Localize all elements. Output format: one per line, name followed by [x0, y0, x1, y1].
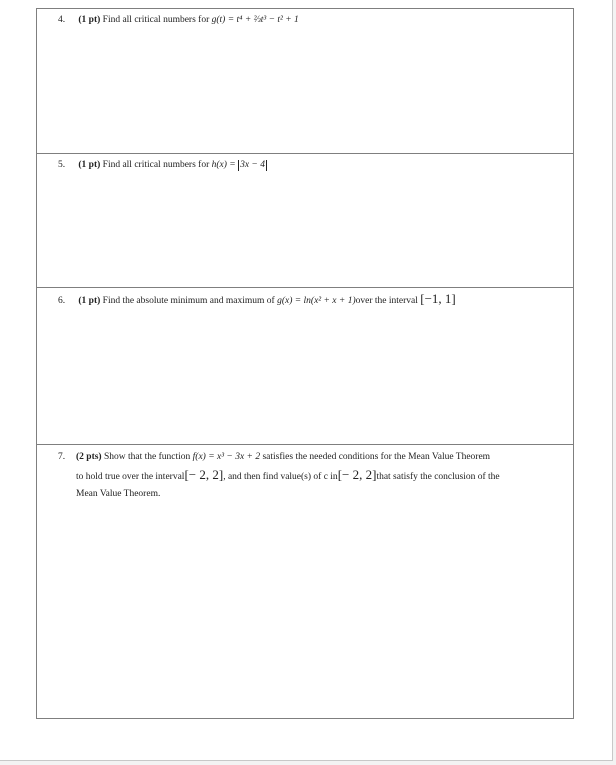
question-interval: [− 2, 2]	[184, 467, 224, 482]
question-5-cell	[37, 154, 573, 288]
question-text-e: that satisfy the conclusion of the	[376, 472, 500, 482]
question-6	[58, 291, 563, 309]
question-formula-abs: 3x − 4	[240, 160, 265, 170]
question-7-cell	[37, 445, 573, 718]
question-text-f: Mean Value Theorem.	[76, 489, 161, 499]
question-4-cell	[37, 9, 573, 154]
question-text-c: to hold true over the interval	[76, 472, 185, 482]
question-7	[58, 449, 563, 503]
question-interval: [−1, 1]	[420, 291, 456, 306]
question-6-cell	[37, 288, 573, 445]
questions-table	[36, 8, 574, 719]
question-text: Find all critical numbers for	[102, 160, 210, 170]
question-5	[58, 157, 563, 173]
question-number: 5.	[58, 160, 66, 170]
question-text: Find the absolute minimum and maximum of	[102, 296, 275, 306]
question-formula: f(x) = x³ − 3x + 2	[192, 452, 261, 462]
question-text-b: satisfies the needed conditions for the Mean Value Theorem	[262, 452, 491, 462]
question-formula: g(t) = t⁴ + ⅔t³ − t² + 1	[211, 15, 299, 25]
question-points: (1 pt)	[78, 160, 101, 170]
question-formula-lhs: h(x) =	[211, 160, 236, 170]
question-text: Find all critical numbers for	[102, 15, 210, 25]
question-number: 4.	[58, 15, 66, 25]
question-formula: g(x) = ln(x² + x + 1)	[277, 296, 356, 306]
question-interval-2: [− 2, 2]	[337, 467, 377, 482]
question-4	[58, 12, 563, 28]
question-text-2: over the interval	[355, 296, 418, 306]
question-points: (2 pts)	[76, 452, 102, 462]
question-number: 6.	[58, 296, 66, 306]
question-points: (1 pt)	[78, 15, 101, 25]
question-text-d: , and then find value(s) of c in	[223, 472, 338, 482]
question-points: (1 pt)	[78, 296, 101, 306]
question-text-a: Show that the function	[103, 452, 191, 462]
question-number: 7.	[58, 452, 66, 462]
